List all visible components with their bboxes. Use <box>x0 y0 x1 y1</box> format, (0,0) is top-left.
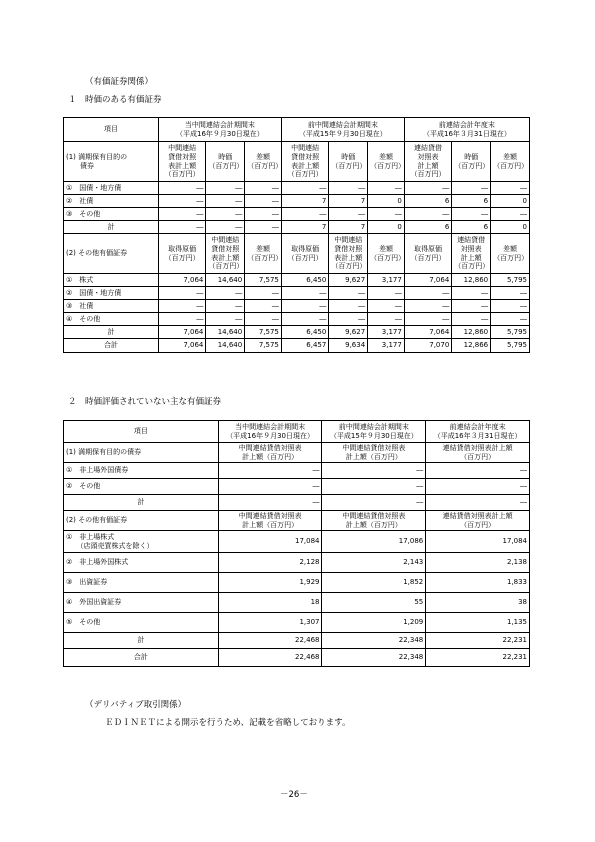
row-value: 7,064 <box>404 274 451 287</box>
row-value: ― <box>206 208 245 221</box>
grand-total-value: 7,064 <box>158 339 205 353</box>
securities-heading: （有価証券関係） <box>85 77 154 87</box>
total-row <box>64 221 530 234</box>
total-value: 7 <box>281 221 328 234</box>
total-value: ― <box>426 495 530 511</box>
row-value: ― <box>368 208 405 221</box>
row-value: ― <box>452 300 491 313</box>
total-value: 9,627 <box>329 326 368 339</box>
table-row <box>64 313 530 326</box>
row-value: ― <box>206 195 245 208</box>
grand-total-value: 22,468 <box>218 649 322 667</box>
subheader-row <box>64 142 530 182</box>
row-value: 1,833 <box>426 573 530 593</box>
row-value: ― <box>404 313 451 326</box>
grand-total-value: 3,177 <box>368 339 405 353</box>
row-value: ― <box>281 300 328 313</box>
row-value: 6,450 <box>281 274 328 287</box>
row-value: 2,143 <box>322 553 426 573</box>
row-value: ― <box>245 287 282 300</box>
column-subheader: 取得原価 （百万円） <box>281 234 328 274</box>
grand-total-value: 5,795 <box>491 339 530 353</box>
total-row <box>64 326 530 339</box>
total-value: 6,450 <box>281 326 328 339</box>
total-value: 6 <box>404 221 451 234</box>
row-label: ④ その他 <box>64 313 159 326</box>
row-value: ― <box>322 479 426 495</box>
total-value: 22,231 <box>426 633 530 649</box>
category-label: (2) その他有価証券 <box>64 511 219 531</box>
row-value: 0 <box>491 195 530 208</box>
row-value: ― <box>158 195 205 208</box>
subheader-row <box>64 443 530 463</box>
grand-total-value: 12,866 <box>452 339 491 353</box>
row-label: ② 社債 <box>64 195 159 208</box>
grand-total-value: 9,634 <box>329 339 368 353</box>
row-value: 2,128 <box>218 553 322 573</box>
grand-total-label: 合計 <box>64 339 159 353</box>
section1-title: １ 時価のある有価証券 <box>68 95 162 105</box>
header-item-label: 項目 <box>64 421 219 443</box>
row-label: ④ 外国出資証券 <box>64 593 219 613</box>
row-value: ― <box>404 208 451 221</box>
row-value: ― <box>329 182 368 195</box>
header-row <box>64 118 530 142</box>
total-value: 0 <box>368 221 405 234</box>
column-subheader: 中間連結 貸借対照 表計上額 （百万円） <box>329 234 368 274</box>
row-value: 55 <box>322 593 426 613</box>
row-value: ― <box>218 463 322 479</box>
row-label: ① 非上場株式 （店頭売買株式を除く） <box>64 531 219 553</box>
section2-title: ２ 時価評価されていない主な有価証券 <box>68 397 222 407</box>
column-subheader: 中間連結貸借対照表 計上額（百万円） <box>218 443 322 463</box>
row-value: ― <box>206 182 245 195</box>
row-value: ― <box>426 479 530 495</box>
row-value: 6 <box>452 195 491 208</box>
total-value: 7,064 <box>404 326 451 339</box>
grand-total-label: 合計 <box>64 649 219 667</box>
row-value: ― <box>491 208 530 221</box>
total-row <box>64 495 530 511</box>
row-value: 38 <box>426 593 530 613</box>
grand-total-value: 7,070 <box>404 339 451 353</box>
row-value: ― <box>452 208 491 221</box>
grand-total-row <box>64 339 530 353</box>
total-value: 7,575 <box>245 326 282 339</box>
derivatives-text: ＥＤＩＮＥＴによる開示を行うため、記載を省略しております。 <box>105 718 351 728</box>
column-subheader: 中間連結 貸借対照 表計上額 （百万円） <box>158 142 205 182</box>
row-label: ③ その他 <box>64 208 159 221</box>
row-value: 5,795 <box>491 274 530 287</box>
row-label: ① 非上場外国債券 <box>64 463 219 479</box>
row-value: 12,860 <box>452 274 491 287</box>
total-row <box>64 633 530 649</box>
row-value: 17,084 <box>218 531 322 553</box>
row-label: ② その他 <box>64 479 219 495</box>
row-value: ― <box>329 287 368 300</box>
total-label: 計 <box>64 326 159 339</box>
column-subheader: 中間連結貸借対照表 計上額（百万円） <box>218 511 322 531</box>
row-value: ― <box>206 287 245 300</box>
row-value: ― <box>158 287 205 300</box>
row-value: ― <box>491 313 530 326</box>
table-row <box>64 553 530 573</box>
row-value: ― <box>245 195 282 208</box>
row-value: 17,086 <box>322 531 426 553</box>
period-header: 前中間連結会計期間末 （平成15年９月30日現在） <box>281 118 404 142</box>
total-value: 5,795 <box>491 326 530 339</box>
grand-total-value: 22,348 <box>322 649 426 667</box>
column-subheader: 中間連結 貸借対照 表計上額 （百万円） <box>206 234 245 274</box>
row-value: ― <box>329 208 368 221</box>
column-subheader: 取得原価 （百万円） <box>158 234 205 274</box>
total-value: 22,348 <box>322 633 426 649</box>
grand-total-value: 14,640 <box>206 339 245 353</box>
row-label: ② 国債・地方債 <box>64 287 159 300</box>
grand-total-value: 6,457 <box>281 339 328 353</box>
page-number: －26－ <box>280 790 308 800</box>
row-value: ― <box>281 208 328 221</box>
row-value: 18 <box>218 593 322 613</box>
row-value: ― <box>245 208 282 221</box>
row-value: 1,209 <box>322 613 426 633</box>
row-label: ③ 出資証券 <box>64 573 219 593</box>
row-value: ― <box>368 182 405 195</box>
row-value: 1,852 <box>322 573 426 593</box>
row-label: ③ 社債 <box>64 300 159 313</box>
category-label: (1) 満期保有目的の債券 <box>64 443 219 463</box>
row-value: ― <box>404 287 451 300</box>
total-value: ― <box>322 495 426 511</box>
row-value: 14,640 <box>206 274 245 287</box>
period-header: 前中間連結会計期間末 （平成15年９月30日現在） <box>322 421 426 443</box>
table-row <box>64 593 530 613</box>
unlisted-securities-table <box>63 420 530 667</box>
row-value: 1,135 <box>426 613 530 633</box>
table-row <box>64 613 530 633</box>
header-row <box>64 421 530 443</box>
row-value: 9,627 <box>329 274 368 287</box>
total-value: ― <box>245 221 282 234</box>
period-header: 当中間連結会計期間末 （平成16年９月30日現在） <box>218 421 322 443</box>
row-value: ― <box>206 300 245 313</box>
total-label: 計 <box>64 633 219 649</box>
row-value: ― <box>245 300 282 313</box>
row-value: 7,064 <box>158 274 205 287</box>
subheader-row <box>64 234 530 274</box>
row-value: ― <box>452 287 491 300</box>
table-row <box>64 300 530 313</box>
row-value: 7,575 <box>245 274 282 287</box>
column-subheader: 差額 （百万円） <box>245 234 282 274</box>
total-value: 7 <box>329 221 368 234</box>
total-value: 0 <box>491 221 530 234</box>
row-value: ― <box>281 313 328 326</box>
period-header: 当中間連結会計期間末 （平成16年９月30日現在） <box>158 118 281 142</box>
row-value: ― <box>245 313 282 326</box>
row-value: ― <box>491 287 530 300</box>
column-subheader: 中間連結貸借対照表 計上額（百万円） <box>322 511 426 531</box>
row-value: ― <box>245 182 282 195</box>
table-row <box>64 182 530 195</box>
column-subheader: 差額 （百万円） <box>491 234 530 274</box>
securities-fair-value-table <box>63 117 530 353</box>
total-label: 計 <box>64 495 219 511</box>
column-subheader: 連結貸借対照表計上額 （百万円） <box>426 443 530 463</box>
row-label: ① 株式 <box>64 274 159 287</box>
row-value: ― <box>426 463 530 479</box>
column-subheader: 中間連結 貸借対照 表計上額 （百万円） <box>281 142 328 182</box>
table-row <box>64 287 530 300</box>
total-value: ― <box>206 221 245 234</box>
period-header: 前連結会計年度末 （平成16年３月31日現在） <box>426 421 530 443</box>
column-subheader: 差額 （百万円） <box>368 234 405 274</box>
total-value: ― <box>158 221 205 234</box>
column-subheader: 時価 （百万円） <box>329 142 368 182</box>
column-subheader: 時価 （百万円） <box>206 142 245 182</box>
total-value: 22,468 <box>218 633 322 649</box>
row-value: 7 <box>329 195 368 208</box>
row-value: 1,929 <box>218 573 322 593</box>
row-value: ― <box>158 313 205 326</box>
row-value: ― <box>281 287 328 300</box>
row-value: ― <box>491 182 530 195</box>
row-label: ② 非上場外国株式 <box>64 553 219 573</box>
column-subheader: 時価 （百万円） <box>452 142 491 182</box>
table-row <box>64 195 530 208</box>
category-label: (1) 満期保有目的の 債券 <box>64 142 159 182</box>
table-row <box>64 531 530 553</box>
total-value: 3,177 <box>368 326 405 339</box>
grand-total-row <box>64 649 530 667</box>
total-label: 計 <box>64 221 159 234</box>
row-value: ― <box>322 463 426 479</box>
row-label: ① 国債・地方債 <box>64 182 159 195</box>
total-value: 14,640 <box>206 326 245 339</box>
column-subheader: 連結貸借 対照表 計上額 （百万円） <box>404 142 451 182</box>
table-row <box>64 573 530 593</box>
row-value: ― <box>368 300 405 313</box>
row-value: ― <box>158 208 205 221</box>
column-subheader: 差額 （百万円） <box>491 142 530 182</box>
column-subheader: 中間連結貸借対照表 計上額（百万円） <box>322 443 426 463</box>
column-subheader: 差額 （百万円） <box>368 142 405 182</box>
row-value: ― <box>281 182 328 195</box>
row-value: 17,084 <box>426 531 530 553</box>
row-value: 0 <box>368 195 405 208</box>
table-row <box>64 479 530 495</box>
row-value: ― <box>368 287 405 300</box>
row-value: 3,177 <box>368 274 405 287</box>
column-subheader: 取得原価 （百万円） <box>404 234 451 274</box>
row-value: 2,138 <box>426 553 530 573</box>
total-value: 6 <box>452 221 491 234</box>
column-subheader: 連結貸借 対照表 計上額 （百万円） <box>452 234 491 274</box>
row-value: ― <box>158 300 205 313</box>
table-row <box>64 463 530 479</box>
subheader-row <box>64 511 530 531</box>
total-value: 12,860 <box>452 326 491 339</box>
total-value: 7,064 <box>158 326 205 339</box>
row-value: ― <box>452 313 491 326</box>
row-value: ― <box>452 182 491 195</box>
grand-total-value: 22,231 <box>426 649 530 667</box>
column-subheader: 連結貸借対照表計上額 （百万円） <box>426 511 530 531</box>
row-value: ― <box>368 313 405 326</box>
table-row <box>64 274 530 287</box>
row-value: 7 <box>281 195 328 208</box>
row-value: ― <box>158 182 205 195</box>
table-row <box>64 208 530 221</box>
grand-total-value: 7,575 <box>245 339 282 353</box>
category-label: (2) その他有価証券 <box>64 234 159 274</box>
total-value: ― <box>218 495 322 511</box>
row-label: ⑤ その他 <box>64 613 219 633</box>
row-value: ― <box>329 300 368 313</box>
row-value: 6 <box>404 195 451 208</box>
period-header: 前連結会計年度末 （平成16年３月31日現在） <box>404 118 529 142</box>
row-value: ― <box>329 313 368 326</box>
row-value: ― <box>404 300 451 313</box>
column-subheader: 差額 （百万円） <box>245 142 282 182</box>
row-value: ― <box>404 182 451 195</box>
row-value: 1,307 <box>218 613 322 633</box>
header-item-label: 項目 <box>64 118 159 142</box>
derivatives-heading: （デリバティブ取引関係） <box>85 700 187 710</box>
row-value: ― <box>218 479 322 495</box>
row-value: ― <box>491 300 530 313</box>
row-value: ― <box>206 313 245 326</box>
